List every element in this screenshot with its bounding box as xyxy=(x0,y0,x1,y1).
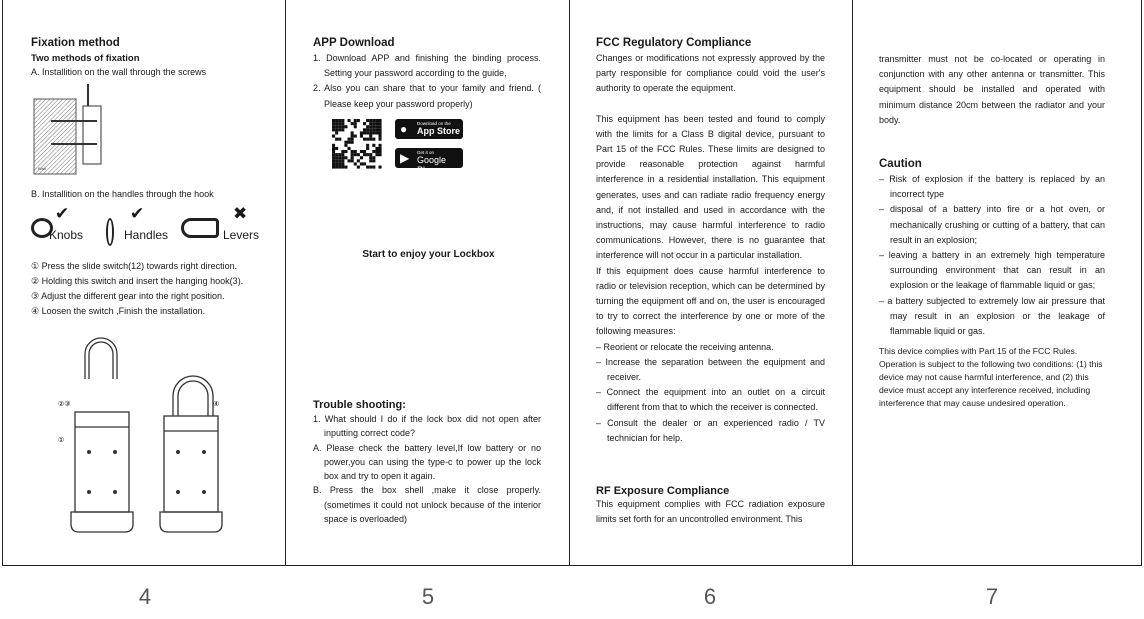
page-4 xyxy=(2,0,286,566)
page-6 xyxy=(569,0,853,566)
lever-icon xyxy=(181,218,219,238)
handle-icon xyxy=(106,218,114,246)
fcc-title: FCC Regulatory Compliance xyxy=(596,37,752,49)
fcc-measure: – Consult the dealer or an experienced radio / TV technician for help. xyxy=(596,417,825,443)
page-number-7: 7 xyxy=(985,584,999,609)
fcc-measure: – Increase the separation between the equipment and receiver. xyxy=(596,356,825,383)
trouble-item: A. Please check the battery level,If low battery or no power,you can using the type-c to power up the lock box and try to open it again. xyxy=(313,442,541,482)
caution-list xyxy=(879,172,1105,339)
caution-item: – disposal of a battery into fire or a hot oven, or mechanically crushing or cutting of a battery, that can result in an explosion; xyxy=(879,204,1105,245)
google-play-badge[interactable]: ▶ Get it on Google Play xyxy=(395,148,463,168)
handle-type-label: Handles xyxy=(124,228,169,242)
check-icon: ✔ xyxy=(55,204,70,223)
app-step: 2. Also you can share that to your family and friend. ( Please keep your password properly) xyxy=(313,83,541,109)
slogan: Start to enjoy your Lockbox xyxy=(362,249,495,260)
svg-text:④: ④ xyxy=(213,401,220,408)
handle-type-label: Knobs xyxy=(49,228,84,242)
qr-code xyxy=(332,119,382,169)
method-a: A. Installition on the wall through the screws xyxy=(31,67,207,77)
trouble-item: B. Press the box shell ,make it close properly. (sometimes it could not unlock because of the interior space is overloaded) xyxy=(313,485,541,525)
method-b: B. Installition on the handles through the hook xyxy=(31,189,214,199)
fcc-para: If this equipment does cause harmful interference to radio or television reception, which can be determined by turning the equipment off and on, the user is encouraged to try to correct the interference by one or more of the following measures: xyxy=(596,265,825,337)
svg-text:①: ① xyxy=(58,437,65,444)
caution-title: Caution xyxy=(879,158,922,170)
fcc-para: Changes or modifications not expressly approved by the party responsible for compliance could void the user's authority to operate the equipment. xyxy=(596,53,825,94)
play-icon: ▶ xyxy=(400,151,410,165)
install-step: ② Holding this switch and insert the hanging hook(3). xyxy=(31,276,244,286)
caution-item: – Risk of explosion if the battery is replaced by an incorrect type xyxy=(879,174,1105,200)
fixation-title: Fixation method xyxy=(31,37,120,49)
handle-type-levers xyxy=(181,204,271,249)
app-download-title: APP Download xyxy=(313,37,395,49)
app-store-badge[interactable]: ● Download on the App Store xyxy=(395,119,463,139)
lockbox-illustration xyxy=(58,324,238,534)
page-number-5: 5 xyxy=(421,584,435,609)
fcc-measure: – Connect the equipment into an outlet on a circuit different from that to which the receiver is connected. xyxy=(596,387,825,413)
app-step: 1. Download APP and finishing the binding process. Setting your password according to the guide, xyxy=(313,53,541,79)
fixation-subtitle: Two methods of fixation xyxy=(31,53,140,64)
fcc-statement: This device complies with Part 15 of the FCC Rules. Operation is subject to the following two conditions: (1) this device may not cause harmful interference, and (2) this device must accept any interference received, including interference that may cause undesired operation. xyxy=(879,346,1103,408)
rf-text: This equipment complies with FCC radiation exposure limits set forth for an uncontrolled environment. This xyxy=(596,499,825,525)
svg-text:Wall: Wall xyxy=(38,166,46,171)
cross-icon: ✖ xyxy=(233,204,248,223)
handle-type-label: Levers xyxy=(223,228,260,242)
page-number-4: 4 xyxy=(138,584,152,609)
trouble-item: 1. What should I do if the lock box did not open after inputting correct code? xyxy=(313,414,541,439)
fcc-para: This equipment has been tested and found to comply with the limits for a Class B digital device, pursuant to Part 15 of the FCC Rules. These limits are designed to provide reasonable protection against harmful interference in a residential installation. This equipment generates, uses and can radiate radio frequency energy and, if not installed and used in accordance with the instructions, may cause harmful interference to radio communications. However, there is no guarantee that interference will not occur in a particular installation. xyxy=(596,113,825,261)
fcc-measure: – Reorient or relocate the receiving antenna. xyxy=(596,341,774,352)
trouble-title: Trouble shooting: xyxy=(313,399,406,411)
check-icon: ✔ xyxy=(130,204,145,223)
caution-item: – a battery subjected to extremely low air pressure that may result in an explosion or the leakage of flammable liquid or gas. xyxy=(879,295,1105,337)
install-steps xyxy=(31,259,281,319)
page-number-6: 6 xyxy=(703,584,717,609)
apple-icon: ● xyxy=(400,122,408,136)
svg-text:②③: ②③ xyxy=(58,401,71,408)
install-step: ③ Adjust the different gear into the right position. xyxy=(31,291,225,301)
rf-continued: transmitter must not be co-located or operating in conjunction with any other antenna or transmitter. This equipment should be installed and operated with minimum distance 20cm between the radiator and your body. xyxy=(879,54,1105,125)
trouble-list xyxy=(313,412,541,526)
page-7 xyxy=(852,0,1142,566)
install-step: ④ Loosen the switch ,Finish the installation. xyxy=(31,306,206,316)
app-download-steps xyxy=(313,51,541,112)
fcc-body xyxy=(596,51,825,446)
caution-item: – leaving a battery in an extremely high temperature surrounding environment that can result in an explosion or the leakage of flammable liquid or gas; xyxy=(879,250,1105,291)
install-step: ① Press the slide switch(12) towards right direction. xyxy=(31,261,238,271)
wall-mount-illustration xyxy=(31,84,111,179)
page-5 xyxy=(285,0,570,566)
rf-title: RF Exposure Compliance xyxy=(596,485,730,497)
handle-types xyxy=(31,204,271,249)
